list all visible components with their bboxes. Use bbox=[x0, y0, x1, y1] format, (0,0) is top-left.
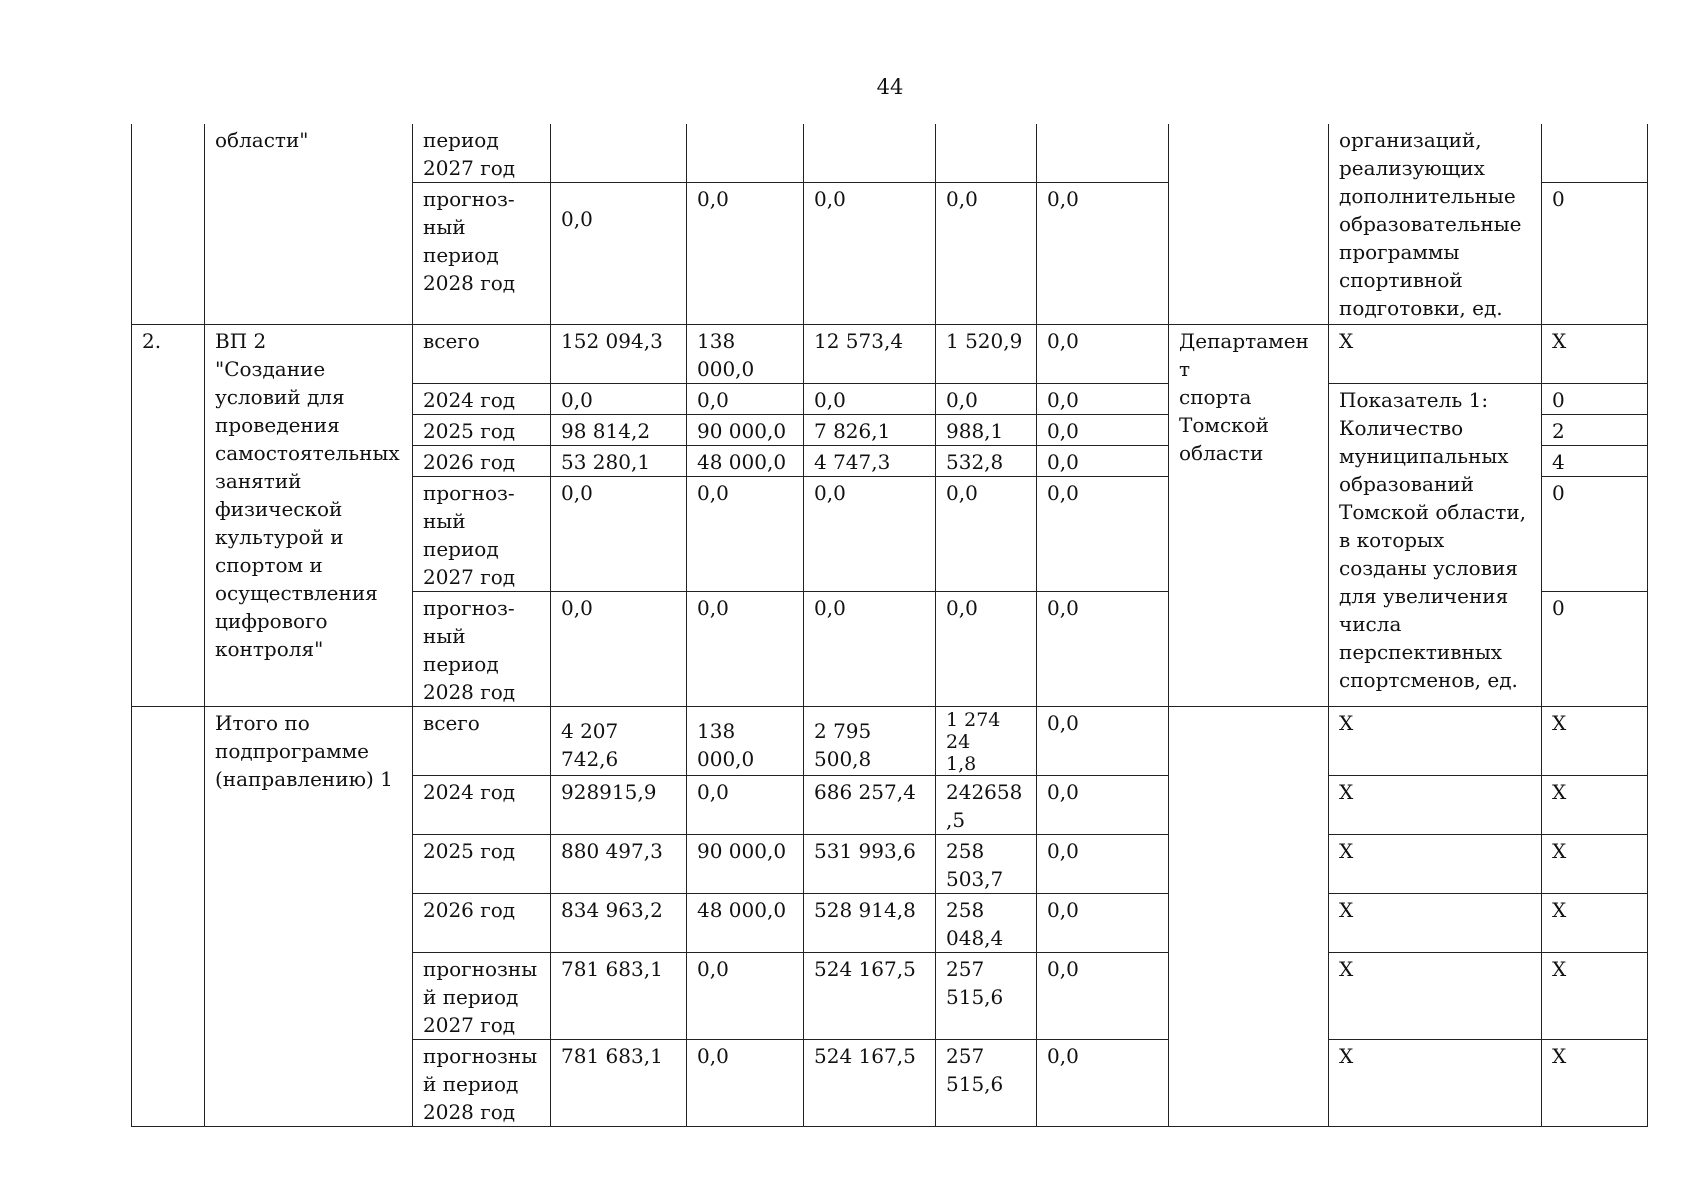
value-cell: 138 000,0 bbox=[687, 325, 804, 384]
value-cell: 0,0 bbox=[1037, 835, 1169, 894]
value-cell: 0,0 bbox=[1037, 1040, 1169, 1127]
value-cell: 90 000,0 bbox=[687, 415, 804, 446]
value-cell: 4 207 742,6 bbox=[551, 707, 687, 776]
indicator-value-cell: Х bbox=[1542, 894, 1648, 953]
value-cell: 781 683,1 bbox=[551, 953, 687, 1040]
value-cell bbox=[1037, 124, 1169, 183]
value-cell: 12 573,4 bbox=[804, 325, 936, 384]
period-cell: прогнозны й период 2028 год bbox=[413, 1040, 551, 1127]
indicator-value-cell: Х bbox=[1542, 325, 1648, 384]
value-cell: 0,0 bbox=[687, 477, 804, 592]
indicator-cell: Х bbox=[1329, 325, 1542, 384]
period-cell: 2026 год bbox=[413, 894, 551, 953]
indicator-value-cell: 2 bbox=[1542, 415, 1648, 446]
indicator-value-cell: 0 bbox=[1542, 384, 1648, 415]
executor-cell bbox=[1169, 124, 1329, 325]
value-cell: 98 814,2 bbox=[551, 415, 687, 446]
page-number: 44 bbox=[876, 75, 904, 99]
value-cell: 880 497,3 bbox=[551, 835, 687, 894]
period-cell: всего bbox=[413, 325, 551, 384]
period-cell: прогнозны й период 2027 год bbox=[413, 953, 551, 1040]
total-name-cell: Итого по подпрограмме (направлению) 1 bbox=[205, 707, 413, 1127]
period-cell: прогноз- ный период 2028 год bbox=[413, 592, 551, 707]
value-cell: 0,0 bbox=[804, 384, 936, 415]
value-cell: 138 000,0 bbox=[687, 707, 804, 776]
table-body bbox=[132, 124, 1648, 1127]
value-cell: 53 280,1 bbox=[551, 446, 687, 477]
value-cell: 532,8 bbox=[936, 446, 1037, 477]
indicator-value-cell: Х bbox=[1542, 835, 1648, 894]
executor-cell bbox=[1169, 707, 1329, 1127]
budget-table bbox=[131, 124, 1648, 1127]
indicator-value-cell: Х bbox=[1542, 707, 1648, 776]
value-cell: 258 503,7 bbox=[936, 835, 1037, 894]
value-cell: 988,1 bbox=[936, 415, 1037, 446]
value-cell: 0,0 bbox=[1037, 953, 1169, 1040]
indicator-value-cell: Х bbox=[1542, 953, 1648, 1040]
value-cell: 0,0 bbox=[936, 183, 1037, 325]
value-cell: 524 167,5 bbox=[804, 953, 936, 1040]
indicator-cell: Показатель 1: Количество муниципальных образований Томской области, в которых созданы условия для увеличения числа перспективных спортсменов, ед. bbox=[1329, 384, 1542, 707]
indicator-cell: Х bbox=[1329, 894, 1542, 953]
value-cell: 257 515,6 bbox=[936, 953, 1037, 1040]
period-cell: 2026 год bbox=[413, 446, 551, 477]
value-cell: 258 048,4 bbox=[936, 894, 1037, 953]
indicator-value-cell: 0 bbox=[1542, 477, 1648, 592]
value-cell: 0,0 bbox=[687, 183, 804, 325]
value-cell: 7 826,1 bbox=[804, 415, 936, 446]
value-cell: 528 914,8 bbox=[804, 894, 936, 953]
value-cell: 0,0 bbox=[551, 183, 687, 325]
value-cell: 48 000,0 bbox=[687, 894, 804, 953]
value-cell: 0,0 bbox=[1037, 446, 1169, 477]
value-cell bbox=[936, 124, 1037, 183]
value-cell: 2 795 500,8 bbox=[804, 707, 936, 776]
value-cell: 0,0 bbox=[687, 953, 804, 1040]
value-cell bbox=[551, 124, 687, 183]
period-cell: 2025 год bbox=[413, 415, 551, 446]
indicator-value-cell bbox=[1542, 124, 1648, 183]
value-cell: 242658 ,5 bbox=[936, 776, 1037, 835]
indicator-value-cell: 4 bbox=[1542, 446, 1648, 477]
row-number-cell bbox=[132, 124, 205, 325]
value-cell: 524 167,5 bbox=[804, 1040, 936, 1127]
value-cell: 928915,9 bbox=[551, 776, 687, 835]
value-cell bbox=[687, 124, 804, 183]
value-cell: 0,0 bbox=[804, 477, 936, 592]
value-cell: 781 683,1 bbox=[551, 1040, 687, 1127]
value-cell: 0,0 bbox=[1037, 384, 1169, 415]
indicator-value-cell: 0 bbox=[1542, 183, 1648, 325]
indicator-cell: Х bbox=[1329, 776, 1542, 835]
value-cell: 0,0 bbox=[687, 776, 804, 835]
value-cell: 0,0 bbox=[551, 384, 687, 415]
value-cell: 0,0 bbox=[1037, 325, 1169, 384]
indicator-cell: Х bbox=[1329, 835, 1542, 894]
value-cell: 0,0 bbox=[936, 477, 1037, 592]
indicator-value-cell: Х bbox=[1542, 776, 1648, 835]
row-number-cell: 2. bbox=[132, 325, 205, 707]
value-cell: 0,0 bbox=[687, 384, 804, 415]
table-row bbox=[132, 124, 1648, 183]
value-cell: 0,0 bbox=[1037, 415, 1169, 446]
value-cell: 0,0 bbox=[936, 384, 1037, 415]
value-cell: 90 000,0 bbox=[687, 835, 804, 894]
value-cell: 0,0 bbox=[551, 592, 687, 707]
value-cell: 0,0 bbox=[936, 592, 1037, 707]
value-cell: 1 274 24 1,8 bbox=[936, 707, 1037, 776]
event-name-cell: ВП 2 "Создание условий для проведения самостоятельных занятий физической культурой и спортом и осуществления цифрового контроля" bbox=[205, 325, 413, 707]
value-cell: 531 993,6 bbox=[804, 835, 936, 894]
period-cell: прогноз- ный период 2027 год bbox=[413, 477, 551, 592]
table-row bbox=[132, 707, 1648, 776]
table-row bbox=[132, 325, 1648, 384]
value-cell: 0,0 bbox=[687, 1040, 804, 1127]
value-cell: 0,0 bbox=[804, 183, 936, 325]
value-cell: 0,0 bbox=[1037, 592, 1169, 707]
value-cell bbox=[804, 124, 936, 183]
period-cell: 2024 год bbox=[413, 776, 551, 835]
value-cell: 0,0 bbox=[1037, 776, 1169, 835]
period-cell: всего bbox=[413, 707, 551, 776]
period-cell: прогноз- ный период 2028 год bbox=[413, 183, 551, 325]
value-cell: 48 000,0 bbox=[687, 446, 804, 477]
period-cell: 2025 год bbox=[413, 835, 551, 894]
indicator-value-cell: Х bbox=[1542, 1040, 1648, 1127]
value-cell: 0,0 bbox=[1037, 707, 1169, 776]
indicator-cell: Х bbox=[1329, 953, 1542, 1040]
value-cell: 1 520,9 bbox=[936, 325, 1037, 384]
event-name-cell: области" bbox=[205, 124, 413, 325]
row-number-cell bbox=[132, 707, 205, 1127]
indicator-cell: Х bbox=[1329, 1040, 1542, 1127]
period-cell: 2024 год bbox=[413, 384, 551, 415]
indicator-value-cell: 0 bbox=[1542, 592, 1648, 707]
value-cell: 0,0 bbox=[804, 592, 936, 707]
value-cell: 0,0 bbox=[1037, 183, 1169, 325]
period-cell: период 2027 год bbox=[413, 124, 551, 183]
value-cell: 834 963,2 bbox=[551, 894, 687, 953]
value-cell: 0,0 bbox=[1037, 894, 1169, 953]
indicator-cell: Х bbox=[1329, 707, 1542, 776]
value-cell: 152 094,3 bbox=[551, 325, 687, 384]
value-cell: 4 747,3 bbox=[804, 446, 936, 477]
executor-cell: Департамент спорта Томской области bbox=[1169, 325, 1329, 707]
value-cell: 686 257,4 bbox=[804, 776, 936, 835]
indicator-cell: организаций, реализующих дополнительные образовательные программы спортивной подготовки, ед. bbox=[1329, 124, 1542, 325]
value-cell: 0,0 bbox=[551, 477, 687, 592]
value-cell: 257 515,6 bbox=[936, 1040, 1037, 1127]
value-cell: 0,0 bbox=[1037, 477, 1169, 592]
value-cell: 0,0 bbox=[687, 592, 804, 707]
